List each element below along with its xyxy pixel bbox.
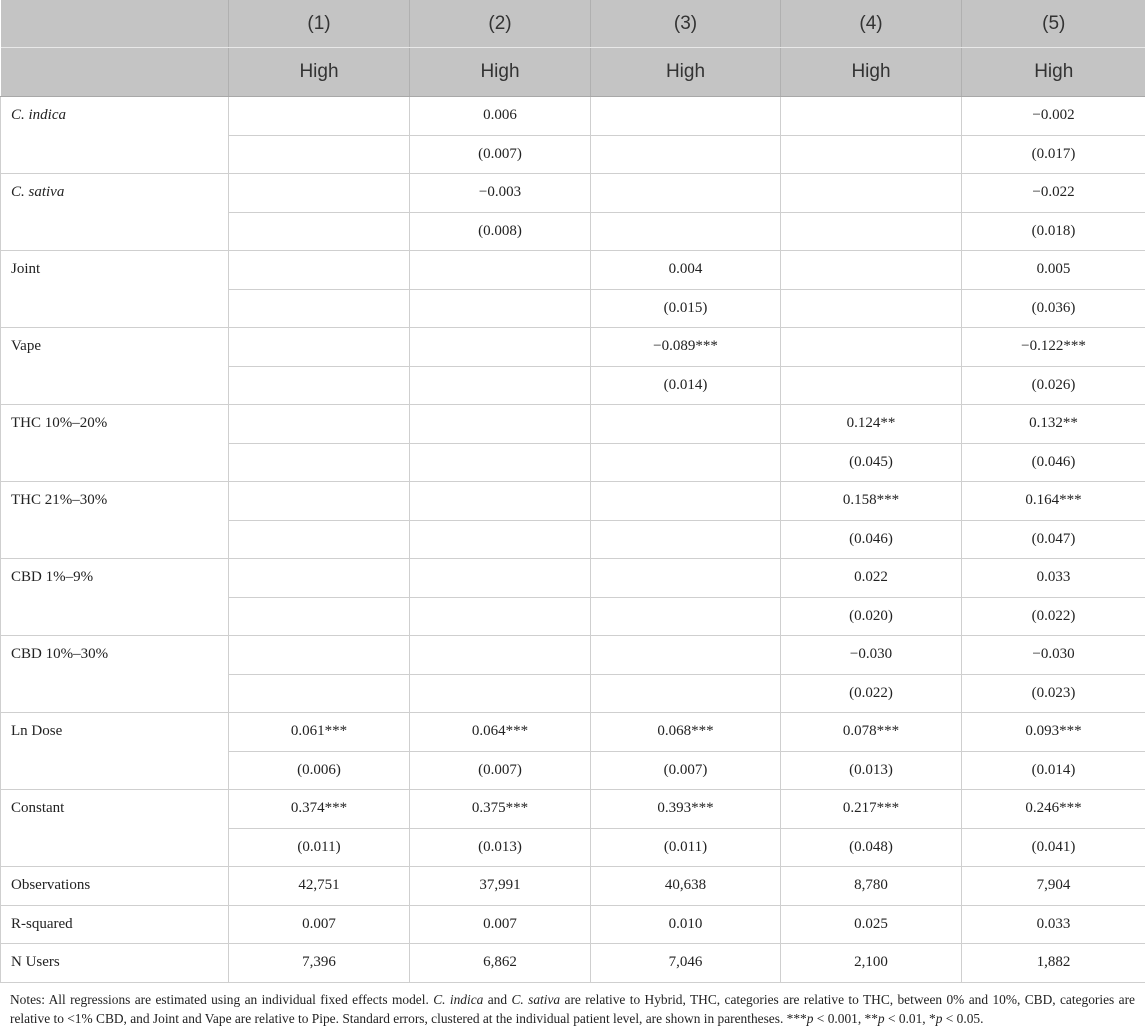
coefficient-cell	[781, 328, 962, 367]
standard-error-cell	[591, 674, 781, 713]
coefficient-cell: 0.005	[962, 251, 1145, 290]
standard-error-cell: (0.036)	[962, 289, 1145, 328]
coefficient-cell	[591, 636, 781, 675]
statistic-value: 1,882	[962, 944, 1145, 983]
coefficient-cell	[591, 405, 781, 444]
standard-error-cell: (0.041)	[962, 828, 1145, 867]
coefficient-cell	[591, 482, 781, 521]
standard-error-cell	[229, 289, 410, 328]
table-row-coefficient	[1, 636, 1145, 675]
standard-error-cell: (0.017)	[962, 135, 1145, 174]
coefficient-cell	[591, 174, 781, 213]
coefficient-cell	[229, 405, 410, 444]
statistic-value: 0.010	[591, 905, 781, 944]
standard-error-cell	[229, 366, 410, 405]
standard-error-cell: (0.047)	[962, 520, 1145, 559]
coefficient-cell: 0.217***	[781, 790, 962, 829]
row-label	[1, 559, 229, 636]
coefficient-cell: 0.132**	[962, 405, 1145, 444]
standard-error-cell	[410, 289, 591, 328]
table-row-coefficient	[1, 559, 1145, 598]
header-model-number: (5)	[962, 0, 1145, 48]
standard-error-cell	[229, 135, 410, 174]
notes-text: < 0.05.	[942, 1011, 983, 1026]
table-row-coefficient	[1, 97, 1145, 136]
table-body	[1, 97, 1145, 983]
statistic-value: 6,862	[410, 944, 591, 983]
row-label-text: THC 10%–20%	[11, 415, 107, 431]
notes-text: are relative to Hybrid, THC, categories are relative to THC, between 0% and 10%, CBD, categories are relative to <1% CBD, and Joint and Vape are relative to Pipe. Standard errors, clustered at the individual patient level, are shown in parentheses. ***	[10, 992, 1135, 1026]
statistic-value: 0.007	[410, 905, 591, 944]
standard-error-cell	[410, 443, 591, 482]
coefficient-cell: 0.375***	[410, 790, 591, 829]
notes-p-symbol: p	[936, 1011, 943, 1026]
coefficient-cell	[410, 482, 591, 521]
standard-error-cell: (0.020)	[781, 597, 962, 636]
standard-error-cell: (0.011)	[591, 828, 781, 867]
standard-error-cell: (0.046)	[781, 520, 962, 559]
table-row-coefficient	[1, 482, 1145, 521]
header-dependent-variable: High	[962, 48, 1145, 97]
statistic-value: 42,751	[229, 867, 410, 906]
standard-error-cell	[229, 674, 410, 713]
header-model-number: (2)	[410, 0, 591, 48]
header-dependent-variable: High	[781, 48, 962, 97]
standard-error-cell	[781, 135, 962, 174]
standard-error-cell: (0.046)	[962, 443, 1145, 482]
statistic-value: 0.025	[781, 905, 962, 944]
row-label-text: Ln Dose	[11, 723, 62, 739]
standard-error-cell: (0.011)	[229, 828, 410, 867]
standard-error-cell: (0.008)	[410, 212, 591, 251]
table-row-statistic	[1, 944, 1145, 983]
row-label-text: THC 21%–30%	[11, 492, 107, 508]
coefficient-cell	[229, 482, 410, 521]
notes-p-symbol: p	[878, 1011, 885, 1026]
header-model-number: (3)	[591, 0, 781, 48]
row-label	[1, 174, 229, 251]
coefficient-cell	[591, 559, 781, 598]
coefficient-cell	[781, 174, 962, 213]
coefficient-cell: 0.022	[781, 559, 962, 598]
standard-error-cell	[410, 366, 591, 405]
row-label	[1, 251, 229, 328]
standard-error-cell: (0.013)	[410, 828, 591, 867]
standard-error-cell: (0.022)	[781, 674, 962, 713]
coefficient-cell: −0.002	[962, 97, 1145, 136]
coefficient-cell: −0.089***	[591, 328, 781, 367]
coefficient-cell	[781, 97, 962, 136]
coefficient-cell	[410, 636, 591, 675]
coefficient-cell: 0.061***	[229, 713, 410, 752]
coefficient-cell	[229, 328, 410, 367]
standard-error-cell	[781, 289, 962, 328]
coefficient-cell	[410, 405, 591, 444]
row-label	[1, 636, 229, 713]
coefficient-cell: 0.093***	[962, 713, 1145, 752]
coefficient-cell: −0.030	[962, 636, 1145, 675]
coefficient-cell: 0.393***	[591, 790, 781, 829]
notes-text: < 0.01, *	[885, 1011, 936, 1026]
coefficient-cell	[591, 97, 781, 136]
standard-error-cell	[229, 520, 410, 559]
table-row-statistic	[1, 867, 1145, 906]
table-row-statistic	[1, 905, 1145, 944]
coefficient-cell	[229, 97, 410, 136]
header-dependent-variable: High	[591, 48, 781, 97]
table-row-coefficient	[1, 251, 1145, 290]
row-label	[1, 405, 229, 482]
coefficient-cell: −0.022	[962, 174, 1145, 213]
row-label-text: CBD 1%–9%	[11, 569, 93, 585]
standard-error-cell: (0.007)	[410, 751, 591, 790]
standard-error-cell: (0.013)	[781, 751, 962, 790]
standard-error-cell	[410, 597, 591, 636]
standard-error-cell: (0.026)	[962, 366, 1145, 405]
standard-error-cell	[229, 443, 410, 482]
header-corner	[1, 0, 229, 48]
table-row-coefficient	[1, 174, 1145, 213]
coefficient-cell: 0.006	[410, 97, 591, 136]
statistic-value: 7,046	[591, 944, 781, 983]
row-label-text: C. sativa	[11, 184, 64, 200]
row-label-text: CBD 10%–30%	[11, 646, 108, 662]
header-dependent-variable: High	[229, 48, 410, 97]
standard-error-cell	[781, 366, 962, 405]
row-label	[1, 97, 229, 174]
coefficient-cell: −0.003	[410, 174, 591, 213]
standard-error-cell	[229, 212, 410, 251]
table-row-coefficient	[1, 790, 1145, 829]
standard-error-cell: (0.015)	[591, 289, 781, 328]
coefficient-cell: 0.033	[962, 559, 1145, 598]
statistic-value: 0.033	[962, 905, 1145, 944]
notes-p-symbol: p	[807, 1011, 814, 1026]
coefficient-cell	[229, 636, 410, 675]
table-row-coefficient	[1, 328, 1145, 367]
standard-error-cell: (0.007)	[410, 135, 591, 174]
header-row-dependent	[1, 48, 1145, 97]
standard-error-cell	[591, 212, 781, 251]
header-dependent-variable: High	[410, 48, 591, 97]
statistic-value: 7,396	[229, 944, 410, 983]
statistic-label: R-squared	[1, 905, 229, 944]
standard-error-cell: (0.007)	[591, 751, 781, 790]
coefficient-cell: 0.246***	[962, 790, 1145, 829]
table-notes	[0, 983, 1145, 1028]
header-row-model-numbers	[1, 0, 1145, 48]
coefficient-cell: 0.124**	[781, 405, 962, 444]
standard-error-cell: (0.006)	[229, 751, 410, 790]
standard-error-cell	[229, 597, 410, 636]
coefficient-cell	[410, 559, 591, 598]
statistic-value: 8,780	[781, 867, 962, 906]
notes-text: < 0.001, **	[813, 1011, 877, 1026]
coefficient-cell	[229, 559, 410, 598]
coefficient-cell	[229, 174, 410, 213]
table-row-coefficient	[1, 405, 1145, 444]
statistic-value: 40,638	[591, 867, 781, 906]
statistic-value: 2,100	[781, 944, 962, 983]
statistic-value: 0.007	[229, 905, 410, 944]
coefficient-cell: −0.122***	[962, 328, 1145, 367]
notes-text: Notes: All regressions are estimated using an individual fixed effects model.	[10, 992, 433, 1007]
coefficient-cell: 0.078***	[781, 713, 962, 752]
standard-error-cell	[410, 674, 591, 713]
table-row-coefficient	[1, 713, 1145, 752]
row-label-text: Constant	[11, 800, 64, 816]
standard-error-cell: (0.023)	[962, 674, 1145, 713]
header-model-number: (1)	[229, 0, 410, 48]
standard-error-cell: (0.014)	[591, 366, 781, 405]
notes-italic-term: C. sativa	[511, 992, 560, 1007]
coefficient-cell: 0.068***	[591, 713, 781, 752]
header-corner	[1, 48, 229, 97]
standard-error-cell: (0.018)	[962, 212, 1145, 251]
statistic-label: Observations	[1, 867, 229, 906]
statistic-value: 37,991	[410, 867, 591, 906]
standard-error-cell	[410, 520, 591, 559]
coefficient-cell: −0.030	[781, 636, 962, 675]
statistic-value: 7,904	[962, 867, 1145, 906]
coefficient-cell	[781, 251, 962, 290]
coefficient-cell	[410, 328, 591, 367]
coefficient-cell: 0.004	[591, 251, 781, 290]
standard-error-cell	[591, 135, 781, 174]
standard-error-cell: (0.022)	[962, 597, 1145, 636]
row-label-text: Vape	[11, 338, 41, 354]
coefficient-cell: 0.064***	[410, 713, 591, 752]
row-label	[1, 328, 229, 405]
coefficient-cell: 0.158***	[781, 482, 962, 521]
coefficient-cell: 0.374***	[229, 790, 410, 829]
row-label	[1, 482, 229, 559]
standard-error-cell	[591, 520, 781, 559]
row-label	[1, 790, 229, 867]
notes-italic-term: C. indica	[433, 992, 483, 1007]
coefficient-cell	[229, 251, 410, 290]
statistic-label: N Users	[1, 944, 229, 983]
standard-error-cell: (0.014)	[962, 751, 1145, 790]
standard-error-cell	[781, 212, 962, 251]
header-model-number: (4)	[781, 0, 962, 48]
coefficient-cell: 0.164***	[962, 482, 1145, 521]
notes-text: and	[483, 992, 511, 1007]
coefficient-cell	[410, 251, 591, 290]
standard-error-cell: (0.048)	[781, 828, 962, 867]
standard-error-cell	[591, 443, 781, 482]
row-label-text: C. indica	[11, 107, 66, 123]
row-label-text: Joint	[11, 261, 40, 277]
standard-error-cell: (0.045)	[781, 443, 962, 482]
row-label	[1, 713, 229, 790]
standard-error-cell	[591, 597, 781, 636]
